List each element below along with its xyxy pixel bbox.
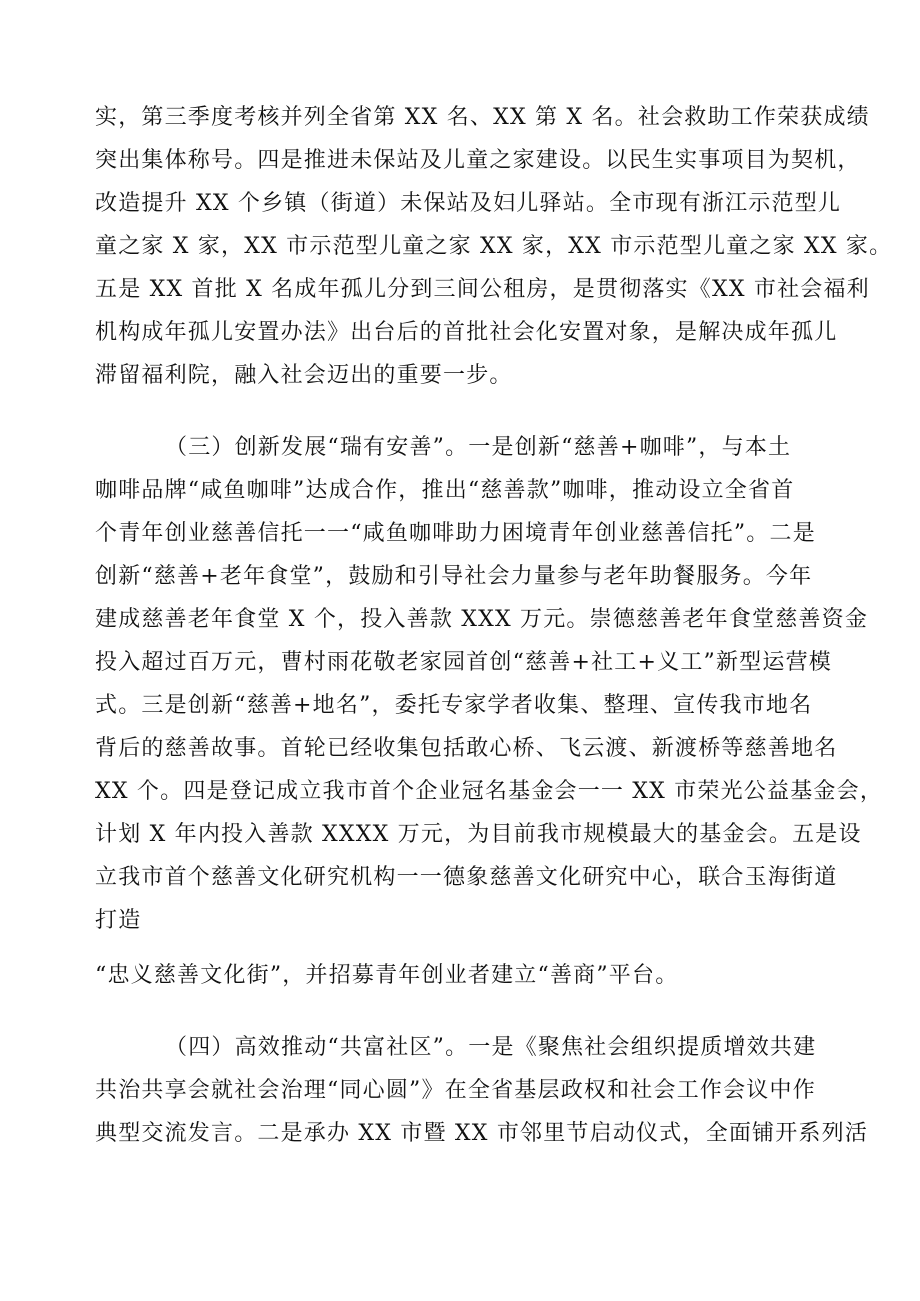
text-line: 计划 X 年内投入善款 XXXX 万元，为目前我市规模最大的基金会。五是设 — [95, 822, 862, 847]
text-line: 咖啡品牌“咸鱼咖啡”达成合作，推出“慈善款”咖啡，推动设立全省首 — [95, 478, 795, 503]
text-line: 五是 XX 首批 X 名成年孤儿分到三间公租房，是贯彻落实《XX 市社会福利 — [95, 277, 870, 302]
text-line: 突出集体称号。四是推进未保站及儿童之家建设。以民生实事项目为契机， — [95, 148, 861, 173]
text-line: 童之家 X 家，XX 市示范型儿童之家 XX 家，XX 市示范型儿童之家 XX 家。 — [95, 234, 893, 259]
text-line: 改造提升 XX 个乡镇（街道）未保站及妇儿驿站。全市现有浙江示范型儿 — [95, 191, 842, 216]
text-line: 个青年创业慈善信托一一“咸鱼咖啡助力困境青年创业慈善信托”。二是 — [95, 521, 816, 546]
text-line: 创新“慈善+老年食堂”，鼓励和引导社会力量参与老年助餐服务。今年 — [95, 564, 813, 589]
text-line: 机构成年孤儿安置办法》出台后的首批社会化安置对象，是解决成年孤儿 — [95, 320, 838, 345]
text-line: 共治共享会就社会治理“同心圆”》在全省基层政权和社会工作会议中作 — [95, 1078, 816, 1103]
text-line: XX 个。四是登记成立我市首个企业冠名基金会一一 XX 市荣光公益基金会， — [95, 779, 884, 804]
text-line: 立我市首个慈善文化研究机构一一德象慈善文化研究中心，联合玉海街道 — [95, 865, 838, 890]
text-line: 滞留福利院，融入社会迈出的重要一步。 — [95, 363, 513, 388]
section-heading-line: （四）高效推动“共富社区”。一是《聚焦社会组织提质增效共建 — [165, 1035, 817, 1060]
text-line: 实，第三季度考核并列全省第 XX 名、XX 第 X 名。社会救助工作荣获成绩 — [95, 105, 870, 130]
text-line: 打造 — [95, 908, 142, 933]
text-line: 式。三是创新“慈善+地名”，委托专家学者收集、整理、宣传我市地名 — [95, 693, 813, 718]
text-line: 投入超过百万元，曹村雨花敬老家园首创“慈善+社工+义工”新型运营模 — [95, 650, 832, 675]
section-heading-line: （三）创新发展“瑞有安善”。一是创新“慈善+咖啡”，与本土 — [165, 435, 792, 460]
text-line: 典型交流发言。二是承办 XX 市暨 XX 市邻里节启动仪式，全面铺开系列活 — [95, 1121, 869, 1146]
text-line: “忠义慈善文化街”，并招募青年创业者建立“善商”平台。 — [95, 963, 679, 988]
text-line: 背后的慈善故事。首轮已经收集包括敢心桥、飞云渡、新渡桥等慈善地名 — [95, 736, 838, 761]
text-line: 建成慈善老年食堂 X 个，投入善款 XXX 万元。崇德慈善老年食堂慈善资金 — [95, 607, 869, 632]
